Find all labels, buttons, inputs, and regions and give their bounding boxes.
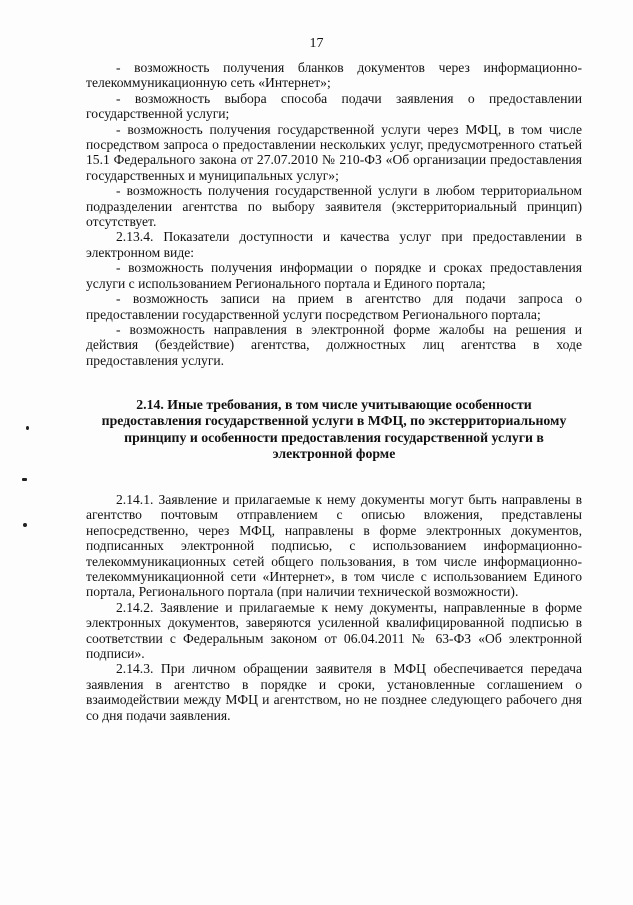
document-body: [86, 60, 582, 723]
paragraph-clause: 2.14.2. Заявление и прилагаемые к нему документы, направленные в форме электронных документов, заверяются усиленной квалифицированной подписью в соответствии с Федеральным законом от 06.04.2011 № 63-ФЗ «Об электронной подписи».: [86, 599, 582, 661]
paragraph-bullet: - возможность получения бланков документов через информационно-телекоммуникационную сеть «Интернет»;: [86, 60, 582, 91]
paragraph-bullet: - возможность выбора способа подачи заявления о предоставлении государственной услуги;: [86, 90, 582, 122]
paragraph-clause: 2.14.3. При личном обращении заявителя в МФЦ обеспечивается передача заявления в агентство в порядке и сроки, установленные соглашением о взаимодействии между МФЦ и агентством, но не позднее следующего рабочего дня со дня подачи заявления.: [86, 661, 582, 723]
scan-speck: [22, 478, 27, 481]
paragraph-clause: 2.13.4. Показатели доступности и качества услуг при предоставлении в электронном виде:: [86, 229, 582, 260]
paragraph-clause: 2.14.1. Заявление и прилагаемые к нему документы могут быть направлены в агентство почтовым отправлением с описью вложения, представлены непосредственно, через МФЦ, направлены в форме электронных документов, подписанных электронной подписью, с использованием информационно-телекоммуникационных сетей общего пользования, в том числе информационно-телекоммуникационной сети «Интернет», в том числе с использованием Единого портала, Регионального портала (при наличии технической возможности).: [86, 491, 582, 600]
paragraph-bullet: - возможность получения государственной услуги в любом территориальном подразделении агентства по выбору заявителя (экстерриториальный принцип) отсутствует.: [86, 183, 582, 230]
paragraph-bullet: - возможность направления в электронной форме жалобы на решения и действия (бездействие) агентства, должностных лиц агентства в ходе предоставления услуги.: [86, 321, 582, 368]
scan-speck: [26, 426, 29, 430]
scan-speck: [23, 523, 27, 527]
paragraph-bullet: - возможность записи на прием в агентство для подачи запроса о предоставлении государственной услуги посредством Регионального портала;: [86, 291, 582, 322]
page-number: 17: [309, 36, 324, 51]
section-heading: 2.14. Иные требования, в том числе учитывающие особенности предоставления государственной услуги в МФЦ, по экстерриториальному принципу и особенности предоставления государственной услуги в электронной форме: [101, 397, 567, 461]
paragraph-bullet: - возможность получения государственной услуги через МФЦ, в том числе посредством запроса о предоставлении нескольких услуг, предусмотренного статьей 15.1 Федерального закона от 27.07.2010 № 210-ФЗ «Об организации предоставления государственных и муниципальных услуг»;: [86, 121, 582, 183]
paragraph-bullet: - возможность получения информации о порядке и сроках предоставления услуги с использованием Регионального портала и Единого портала;: [86, 260, 582, 291]
